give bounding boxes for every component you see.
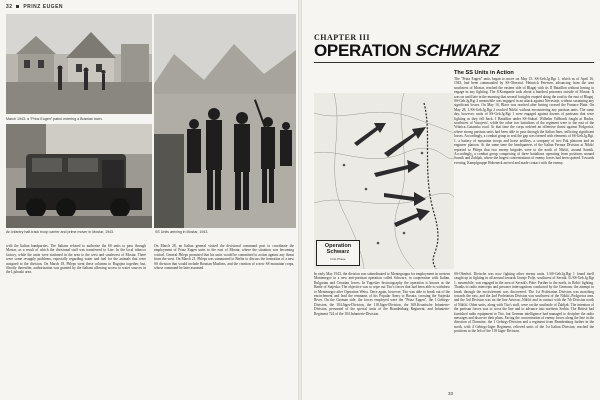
right-page	[302, 0, 600, 400]
left-column-1: with the Italian bandparties. The Italians refused to authorize the SS units to pass through Mostar, as a result of which the divisional staff was transferred to Lise. In the local tobacco factory, while the units were stationed in the area to the west and southwest of Mostar. There were some resupply problems, especially regarding water and fuel for the animals that were assigned to the division. On March 18, Phleps went these columns to Bugojno together, but, Shortly thereafter, authorization was granted by the Italians allowing access to water sources in the Ljubuski area.	[6, 244, 146, 275]
chapter-rule	[314, 62, 594, 63]
left-column-2: On March 28, an Italian general visited the divisional command post to coordinate the employment of Prinz Eugen units to the east of Mostar, where the situation was becoming critical. General Phleps promised that his units would be committed to action against any threat from the west. On March 21, Phleps was summoned to Berlin to discuss the formation of a new SS division that would include Bosnian Muslims, and the creation of a new SS mountain corps, whose command he later assumed.	[154, 244, 294, 271]
photo3-caption: SS Units arriving in Mostar, 1943.	[155, 230, 209, 234]
chapter-label: CHAPTER III	[314, 33, 370, 42]
chapter-title-italic: SCHWARZ	[415, 41, 500, 60]
chapter-title	[314, 41, 499, 61]
left-running-head	[6, 4, 63, 10]
photo-patrol-village	[6, 14, 152, 114]
photo1-caption: March 1943: a "Prinz Eugen" patrol entering a Bosnian town.	[6, 117, 103, 121]
left-page	[0, 0, 298, 400]
photo-soldiers-arriving	[154, 14, 296, 228]
photo-halftrack	[6, 124, 152, 228]
photo2-caption: An Infantry half-track troop carrier and prime mover in Mostar, 1943.	[6, 230, 115, 234]
right-section-text-1: The "Prinz Eugen" units began to move on May 15. SS-Geb.Jg.Rgt 1, which as of April 16, 1943, had been commanded by SS-Oberstuf. Heinrich Petersen, advancing from the area southwest of Mostar, reached the eastern side of Blagaj with its II Bataillon without having to engage in any fighting. The 8.Kompanie took about a hundred prisoners outside of Mostar. It was on until late in the morning that several fortights erupted along the road to the east of Blagaj. SS-Geb.Jg.Rgt 2 meanwhile was engaged in an attack against Nevesinje, without sustaining any significant losses. On May 16, Blace was reached after having crossed the Funtace Plain. On May 28, I./SS-Geb.Jg.Rgt 2 reached Nikšić without encountering any partisan units. The same day, however, units of SS-Geb.Jg.Rgt 1 were engaged against dozens of partisans that were fighting as they fell back. I Bataillon under SS-Stubaf. Wilhelm Vollhardt fought at Budva, southwest of Vasojević, while the other two battalions of the regiment were to the east of the Vrbnica–Gatansko road. At that time the corps ordered an offensive thrust against Podgorica, where strong partisan units had been able to pass through the Italian lines, inflicting significant losses. Accordingly, a combat group to seal the gap was formed with elements of SS-Geb.Jg.Rgt. 1, a battery of mountain troops and horse artillery, a company of two Pak platoons and an engineer platoon. At the same time the headquarters of the Italian Ferrara Division at Nikšić reported to Phleps that two enemy brigades were to the north of Nikšić, around Savnik. Accordingly, a combat group comprising of three battalions operating from positions around Savnik and Žabljak, where the largest concentrations of enemy forces had been spotted. Towards evening, Kampfgruppe Hoheneck arrived and made contact with the enemy.	[454, 77, 594, 165]
left-folio: 32	[6, 4, 13, 10]
left-running-title: PRINZ EUGEN	[23, 4, 64, 10]
section-heading: The SS Units in Action	[454, 70, 514, 76]
photo-soldiers-image	[154, 14, 296, 228]
chapter-title-prefix: OPERATION	[314, 41, 412, 60]
map-legend-title: Operation Schwarz	[324, 243, 352, 255]
right-intro-text: In early May 1943, the division was subordinated to Montegrappa for employment in western Montenegro in a new anti-partisan operation called Schwarz, in cooperation with Italian, Bulgarian and Croatian forces. In Yugoslav historiography the operation is known as the Battle of Sutjeska. The objective was to wipe out Tito's forces that had been able to withdraw to Montenegro after Operation Weiss. Once again, however, Tito was able to break out of the encirclement and lead the remnants of his Popular Army to Bosnia, crossing the Sutjeska River. On the German side, the forces employed were the "Prinz Eugen", the 1.Gebirgs-Division, the 104.Jäger-Division, the 118.Jäger-Division, the 369.Kroatische Infanterie-Division, personnel of the special units of the Brandenburg Regiment, and Infanterie-Regiment 724 of the 104.Infanterie-Division.	[314, 272, 450, 316]
map-legend	[316, 240, 360, 266]
right-section-text-2: SS-Oberbaf. Dietsche was now fighting other enemy units. I./SS-Geb.Jg.Rgt 1 found itself caught up in fighting in all around towards Gornje Polje, southwest of Savnik. II./SS-Geb.Jg.Rgt 1, meanwhile, was engaged in the area of Savnik's Pobe. Further to the north, in Bobić fighting. Thanks to radio intercepts and prisoner interrogations conducted by the Germans, the attempt to break through the encirclement was discovered. The 1st Proletarian Division was marching towards the east, and the 2nd Proletarian Division was southwest of the Nikšić–Podgorica area, and the 3rd Division was on the line Avtovac–Nikšić and in contact with the 7th Division north of Nikšić. Other units, along with Tito's staff, were on the southside of Žabljak. The intention of the partisan forces was to cross the line and to advance into northern Serbia. The British had furnished radio equipment to Tito, but German intelligence had managed to decipher the radio messages and discover their plans. Facing the concentration of enemy forces along the line in the direction of Durmitor, the 1 Gebirgs-Division and a regiment from Brandenburg further in the north, with 4 Gebirgs-Jäger Regiment, relieved units of the 1st Italian Division, reached the positions to the left of the 118 Jäger-Division.	[454, 272, 594, 334]
map-legend-subtitle: First Phase	[330, 257, 346, 261]
photo-halftrack-image	[6, 124, 152, 228]
photo-patrol-village-image	[6, 14, 152, 114]
right-folio: 33	[448, 391, 454, 396]
square-bullet-icon	[16, 5, 19, 8]
